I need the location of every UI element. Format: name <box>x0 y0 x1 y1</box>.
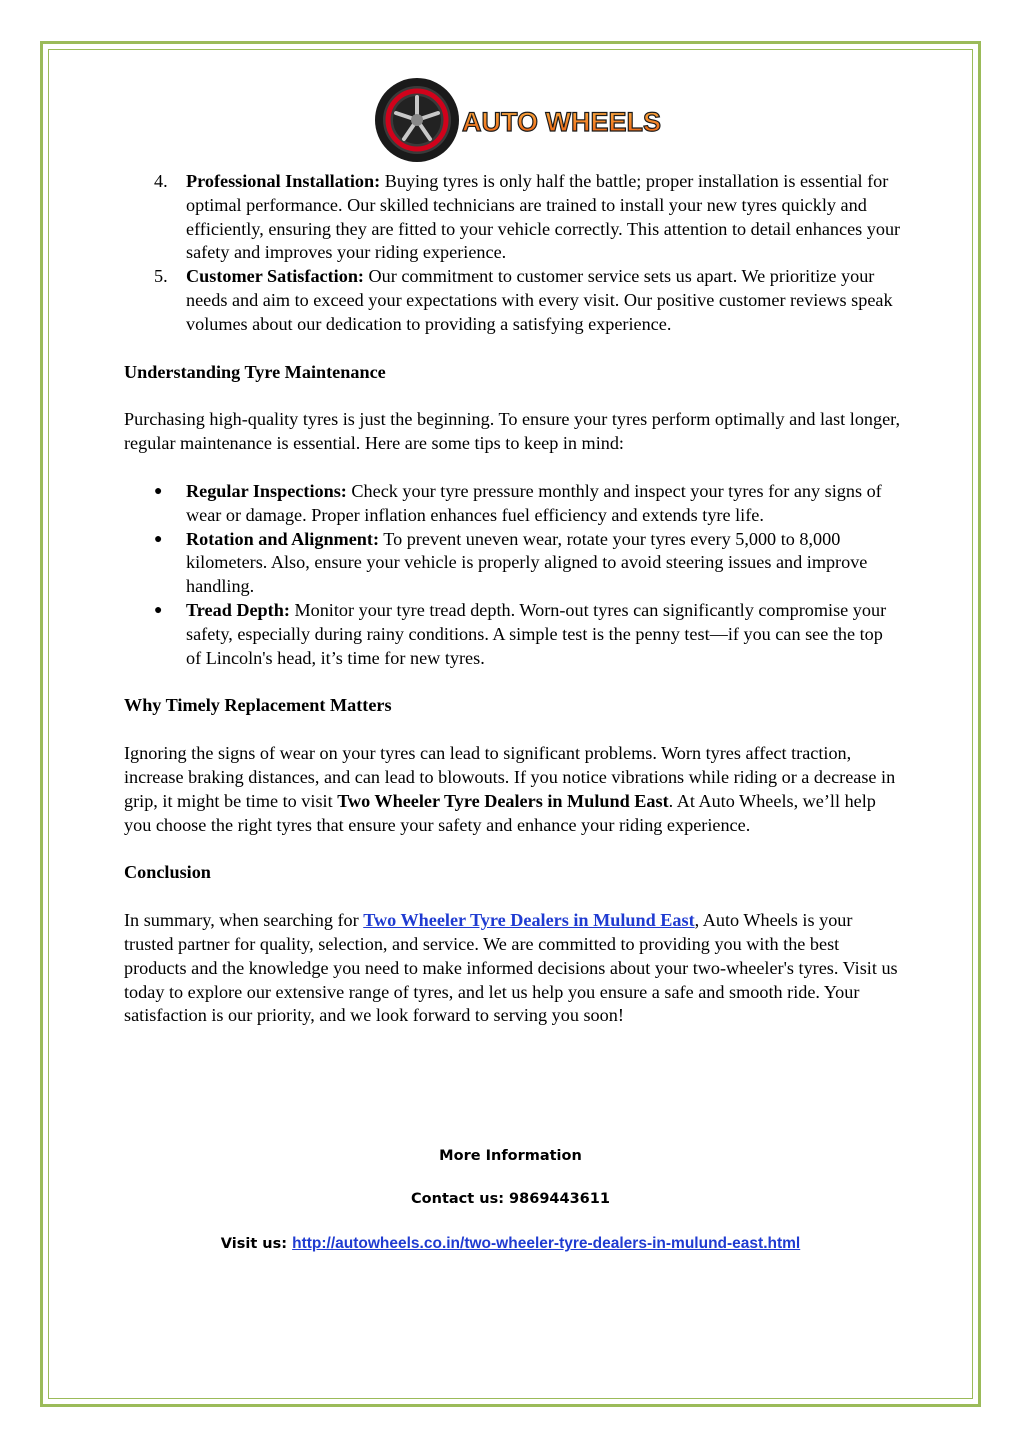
list-number: 5. <box>154 266 168 287</box>
contact-info: Contact us: 9869443611 <box>411 1191 610 1207</box>
bullet-icon: ● <box>154 602 163 618</box>
website-link[interactable]: http://autowheels.co.in/two-wheeler-tyre-dealers-in-mulund-east.html <box>292 1235 801 1252</box>
paragraph-text: In summary, when searching for <box>124 910 364 931</box>
section-heading-conclusion: Conclusion <box>124 862 211 883</box>
auto-wheels-logo <box>372 75 662 165</box>
item-text: Monitor your tyre tread depth. Worn-out tyres can significantly compromise your safety, especially during rainy conditions. A simple test is the penny test—if you can see the top of Lincoln's head, it’s time for new tyres. <box>186 599 887 668</box>
item-title: Rotation and Alignment: <box>186 528 380 549</box>
bullet-icon: ● <box>154 483 163 499</box>
item-title: Regular Inspections: <box>186 480 347 501</box>
bullet-icon: ● <box>154 531 163 547</box>
numbered-list <box>124 170 902 337</box>
visit-label: Visit us: <box>220 1236 293 1252</box>
replacement-paragraph <box>124 742 902 837</box>
article-content <box>124 170 902 1028</box>
visit-line <box>48 1235 973 1253</box>
conclusion-paragraph <box>124 909 902 1028</box>
list-number: 4. <box>154 171 168 191</box>
maintenance-intro: Purchasing high-quality tyres is just the beginning. To ensure your tyres perform optimally and last longer, regular maintenance is essential. Here are some tips to keep in mind: <box>124 409 901 454</box>
list-item <box>124 170 902 265</box>
item-title: Professional Installation: <box>186 171 381 191</box>
item-text: To prevent uneven wear, rotate your tyres every 5,000 to 8,000 kilometers. Also, ensure your vehicle is properly aligned to avoid steering issues and improve handling. <box>186 528 868 597</box>
list-item <box>124 480 902 528</box>
list-item <box>124 265 902 336</box>
maintenance-bullets <box>124 480 902 670</box>
item-title: Tread Depth: <box>186 599 290 620</box>
list-item <box>124 528 902 599</box>
item-text: Buying tyres is only half the battle; proper installation is essential for optimal performance. Our skilled technicians are trained to install your new tyres quickly and efficiently, ensuring they are fitted to your vehicle correctly. This attention to detail enhances your safety and improves your riding experience. <box>186 171 901 263</box>
dealer-name-bold: Two Wheeler Tyre Dealers in Mulund East <box>337 790 669 811</box>
paragraph-text: , Auto Wheels is your trusted partner for quality, selection, and service. We are committed to providing you with the best products and the knowledge you need to make informed decisions about your two-wheeler's tyres. Visit us today to explore our extensive range of tyres, and let us help you ensure a safe and smooth ride. Your satisfaction is our priority, and we look forward to serving you soon! <box>124 910 898 1026</box>
section-heading-replacement: Why Timely Replacement Matters <box>124 695 392 716</box>
list-item <box>124 599 902 670</box>
more-info-label: More Information <box>439 1148 582 1164</box>
paragraph-text: Ignoring the signs of wear on your tyres can lead to significant problems. Worn tyres affect traction, increase braking distances, and can lead to blowouts. If you notice vibrations while riding or a decrease in grip, it might be time to visit <box>124 743 896 811</box>
item-title: Customer Satisfaction: <box>186 266 364 287</box>
paragraph-text: . At Auto Wheels, we’ll help you choose the right tyres that ensure your safety and enhance your riding experience. <box>124 790 876 835</box>
section-heading-maintenance: Understanding Tyre Maintenance <box>124 361 386 382</box>
logo-text: AUTO WHEELS <box>462 107 662 137</box>
item-text: Our commitment to customer service sets us apart. We prioritize your needs and aim to exceed your expectations with every visit. Our positive customer reviews speak volumes about our dedication to providing a satisfying experience. <box>186 266 893 334</box>
item-text: Check your tyre pressure monthly and inspect your tyres for any signs of wear or damage. Proper inflation enhances fuel efficiency and extends tyre life. <box>186 480 882 525</box>
dealer-link[interactable]: Two Wheeler Tyre Dealers in Mulund East <box>363 910 695 931</box>
